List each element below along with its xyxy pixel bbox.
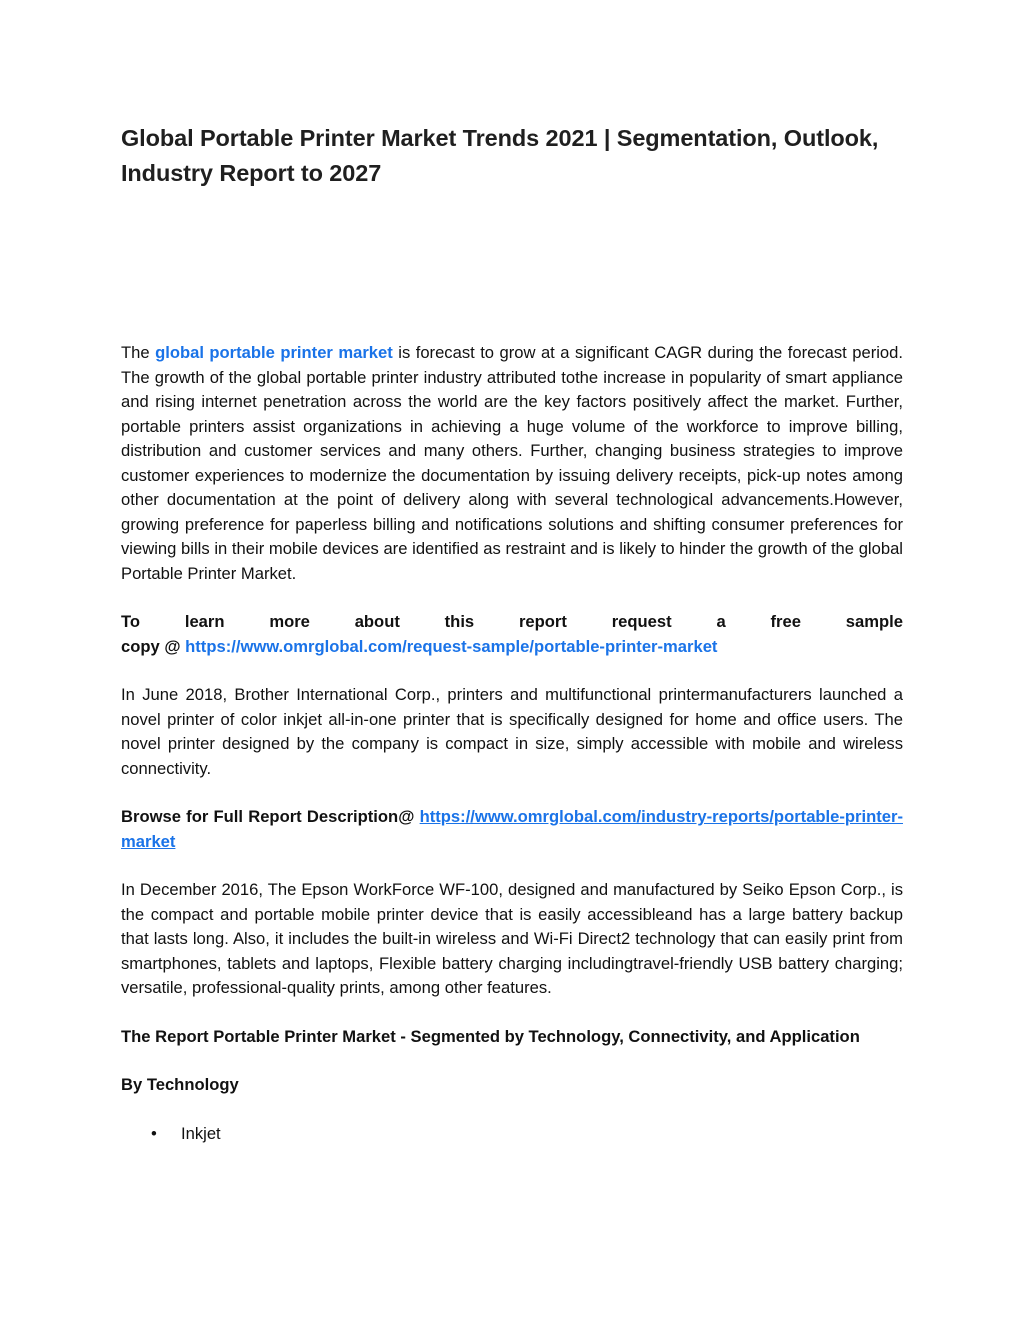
full-report-link[interactable]: https://www.omrglobal.com/industry-reports/portable-printer-market: [121, 807, 903, 851]
by-technology-heading: By Technology: [121, 1075, 239, 1094]
intro-paragraph: [121, 341, 903, 586]
sample-request-block: [121, 610, 903, 659]
segment-heading: The Report Portable Printer Market - Segmented by Technology, Connectivity, and Application: [121, 1026, 860, 1046]
sample-request-line2: [121, 635, 903, 660]
intro-rest: is forecast to grow at a significant CAGR during the forecast period. The growth of the global portable printer industry attributed tothe increase in popularity of smart appliance and rising internet penetration across the world are the key factors positively affect the market. Further, portable printers assist organizations in achieving a huge volume of the workforce to improve billing, distribution and customer services and many others. Further, changing business strategies to improve customer experiences to modernize the documentation by issuing delivery receipts, pick-up notes among other documentation at the point of delivery along with several technological advancements.However, growing preference for paperless billing and notifications solutions and shifting consumer preferences for viewing bills in their mobile devices are identified as restraint and is likely to hinder the growth of the global Portable Printer Market.: [121, 343, 903, 583]
sample-word: free: [770, 612, 801, 631]
sample-request-line1: [121, 610, 903, 635]
sample-word: this: [444, 612, 475, 631]
sample-word: more: [269, 612, 310, 631]
sample-word: request: [611, 612, 672, 631]
sample-word: sample: [845, 612, 903, 631]
sample-word: about: [354, 612, 400, 631]
sample-word: report: [518, 612, 567, 631]
intro-prefix: The: [121, 343, 156, 362]
list-item-label: Inkjet: [181, 1123, 221, 1143]
brother-paragraph: In June 2018, Brother International Corp., printers and multifunctional printermanufacturers launched a novel printer of color inkjet all-in-one printer that is specifically designed for home and office users. The novel printer designed by the company is compact in size, simply accessible with mobile and wireless connectivity.: [121, 685, 903, 778]
sample-word: a: [716, 612, 726, 631]
browse-label: Browse for Full Report Description@: [121, 807, 420, 826]
sample-copy-prefix: copy @: [121, 636, 186, 656]
browse-report-line: [121, 805, 903, 854]
epson-paragraph: In December 2016, The Epson WorkForce WF-100, designed and manufactured by Seiko Epson Corp., is the compact and portable mobile printer device that is easily accessibleand has a large battery backup that lasts long. Also, it includes the built-in wireless and Wi-Fi Direct2 technology that can easily print from smartphones, tablets and laptops, Flexible battery charging includingtravel-friendly USB battery charging; versatile, professional-quality prints, among other features.: [121, 880, 903, 997]
sample-word: learn: [184, 612, 225, 631]
list-item: [151, 1122, 903, 1147]
market-highlight-link[interactable]: global portable printer market: [155, 343, 393, 362]
bullet-icon: •: [151, 1123, 157, 1143]
sample-word: To: [121, 612, 141, 631]
request-sample-link[interactable]: https://www.omrglobal.com/request-sample/portable-printer-market: [185, 636, 718, 656]
page-title: Global Portable Printer Market Trends 2021 | Segmentation, Outlook, Industry Report to 2027: [121, 125, 879, 186]
technology-list: [121, 1122, 903, 1147]
